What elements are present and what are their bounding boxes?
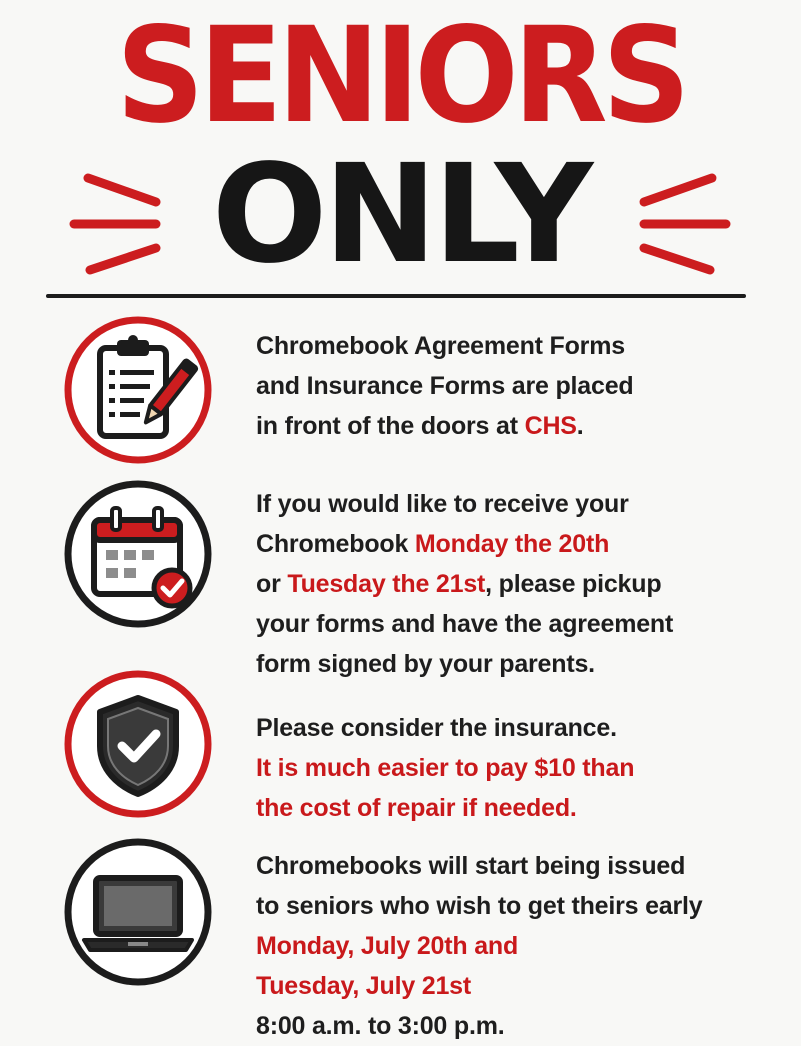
pickup-line-2-text: Chromebook: [256, 530, 415, 558]
pickup-line-5: form signed by your parents.: [256, 650, 595, 678]
issue-line-1: Chromebooks will start being issued: [256, 852, 686, 880]
issue-date-tuesday: Tuesday, July 21st: [256, 972, 472, 1000]
title-only: ONLY: [211, 136, 590, 294]
forms-line-2: and Insurance Forms are placed: [256, 372, 634, 400]
forms-line-3: [256, 406, 796, 446]
title-seniors: SENIORS: [116, 0, 685, 153]
pickup-line-3-end: , please pickup: [485, 570, 662, 598]
issue-line-2: to seniors who wish to get theirs early: [256, 892, 703, 920]
pickup-line-4: your forms and have the agreement: [256, 610, 674, 638]
pickup-text: [256, 484, 796, 684]
pickup-date-monday: Monday the 20th: [414, 530, 610, 558]
issue-dates-text: [256, 846, 796, 1046]
burst-lines-right-icon: [630, 160, 740, 280]
issue-hours: 8:00 a.m. to 3:00 p.m.: [256, 1012, 505, 1040]
forms-text: [256, 326, 796, 446]
pickup-line-2: [256, 524, 796, 564]
pickup-line-1: If you would like to receive your: [256, 490, 629, 518]
insurance-line-2: It is much easier to pay $10 than: [256, 754, 635, 782]
forms-line-1: Chromebook Agreement Forms: [256, 332, 625, 360]
forms-line-3-text: in front of the doors at: [256, 412, 525, 440]
insurance-text: [256, 708, 796, 828]
pickup-line-3-text: or: [256, 570, 288, 598]
clipboard-pencil-icon: [62, 314, 214, 466]
laptop-icon: [62, 836, 214, 988]
forms-line-3-end: .: [576, 412, 584, 440]
insurance-line-3: the cost of repair if needed.: [256, 794, 577, 822]
pickup-line-3: [256, 564, 796, 604]
shield-check-icon: [62, 668, 214, 820]
issue-date-monday: Monday, July 20th and: [256, 932, 519, 960]
calendar-check-icon: [62, 478, 214, 630]
pickup-date-tuesday: Tuesday the 21st: [287, 570, 486, 598]
insurance-line-1: Please consider the insurance.: [256, 714, 617, 742]
school-name: CHS: [524, 412, 577, 440]
divider: [46, 294, 746, 298]
